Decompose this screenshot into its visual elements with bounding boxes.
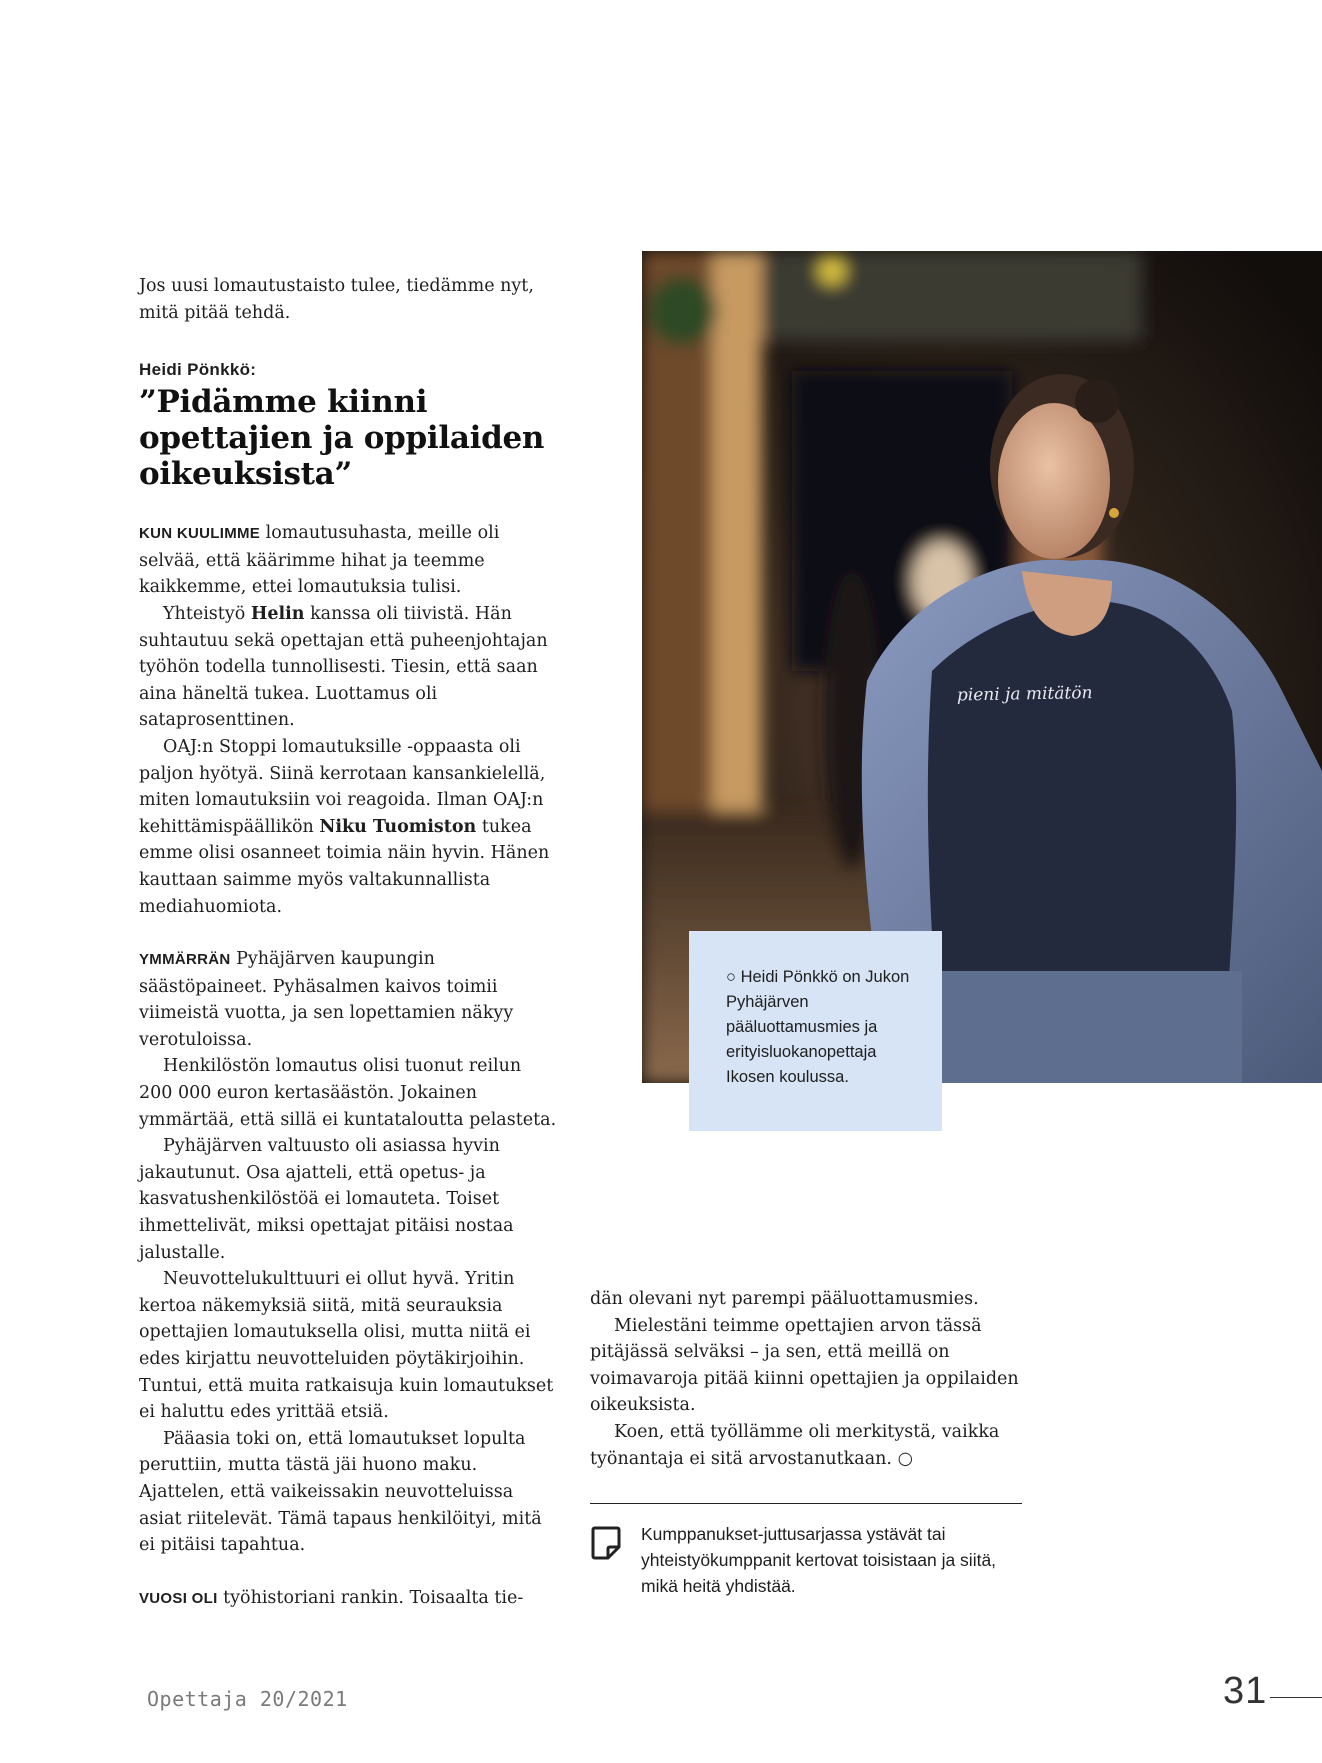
paragraph: YMMÄRRÄN Pyhäjärven kaupungin säästöpaineet. Pyhäsalmen kaivos toimii viimeistä vuotta, ja sen lopettamien näkyy verotuloissa. [139,949,514,1050]
note-icon [590,1525,622,1561]
byline: Heidi Pönkkö: [139,360,257,380]
bold-name: Helin [250,603,305,624]
series-note: Kumppanukset-juttusarjassa ystävät tai yhteistyökumppanit kertovat toisistaan ja siitä, mikä heitä yhdistää. [641,1524,997,1596]
article-body [139,520,559,1612]
paragraph: Henkilöstön lomautus olisi tuonut reilun 200 000 euron kertasäästön. Jokainen ymmärtää, että sillä ei kuntataloutta pelasteta. [139,1056,557,1130]
paragraph: Mielestäni teimme opettajien arvon tässä pitäjässä selväksi – ja sen, että meillä on voimavaroja pitää kiinni opettajien ja oppilaiden oikeuksista. [590,1315,1019,1416]
publication-info: Opettaja 20/2021 [147,1687,348,1711]
divider [590,1503,1022,1504]
bold-name: Niku Tuomiston [319,816,477,837]
section-lead: YMMÄRRÄN [139,951,231,969]
left-column [139,273,559,1612]
intro-text: Jos uusi lomautustaisto tulee, tiedämme nyt, mitä pitää tehdä. [139,276,534,323]
section-lead: KUN KUULIMME [139,525,261,543]
paragraph: OAJ:n Stoppi lomautuksille -oppaasta oli paljon hyötyä. Siinä kerrotaan kansankielellä, miten lomautuksiin voi reagoida. Ilman OAJ:n kehittämispäällikön Niku Tuomiston tukea emme olisi osanneet toimia näin hyvin. Hänen kauttaan saimme myös valtakunnallista mediahuomiota. [139,736,550,917]
end-mark: ○ [897,1448,913,1469]
caption-mark: ○ [726,968,736,986]
headline: ”Pidämme kiinni opettajien ja oppilaiden oikeuksista” [139,384,545,493]
caption-text: Heidi Pönkkö on Jukon Pyhäjärven pääluottamusmies ja erityisluokanopettaja Ikosen koulussa. [726,968,910,1086]
paragraph: Koen, että työllämme oli merkitystä, vaikka työnantaja ei sitä arvostanutkaan. ○ [590,1421,1000,1469]
page-number: 31 [1223,1670,1268,1712]
paragraph: Pyhäjärven valtuusto oli asiassa hyvin jakautunut. Osa ajatteli, että opetus- ja kasvatushenkilöstöä ei lomauteta. Toiset ihmettelivät, miksi opettajat pitäisi nostaa jalustalle. [139,1136,514,1263]
section-lead: VUOSI OLI [139,1589,218,1607]
paragraph: Neuvottelukulttuuri ei ollut hyvä. Yritin kertoa näkemyksiä siitä, mitä seurauksia opettajien lomautuksella olisi, mutta niitä ei edes kirjattu neuvotteluiden pöytäkirjoihin. Tuntui, että muita ratkaisuja kuin lomautukset ei haluttu edes yrittää etsiä. [139,1269,554,1423]
paragraph: Yhteistyö Helin kanssa oli tiivistä. Hän suhtautuu sekä opettajan että puheenjohtajan työhön todella tunnollisesti. Tiesin, että saan aina häneltä tukea. Luottamus oli sataprosenttinen. [139,603,548,731]
page-number-line [1270,1697,1322,1698]
shirt-text: pieni ja mitätön [956,683,1093,706]
paragraph: VUOSI OLI työhistoriani rankin. Toisaalta tie- [139,1587,524,1608]
right-column [590,1286,1020,1472]
photo-caption [689,931,942,1131]
paragraph: KUN KUULIMME lomautusuhasta, meille oli selvää, että käärimme hihat ja teemme kaikkemme, ettei lomautuksia tulisi. [139,523,500,598]
paragraph: Pääasia toki on, että lomautukset lopulta peruttiin, mutta tästä jäi huono maku. Ajattelen, että vaikeissakin neuvotteluissa asiat riitelevät. Tämä tapaus henkilöityi, mitä ei pitäisi tapahtua. [139,1428,542,1556]
paragraph: dän olevani nyt parempi pääluottamusmies. [590,1289,979,1309]
